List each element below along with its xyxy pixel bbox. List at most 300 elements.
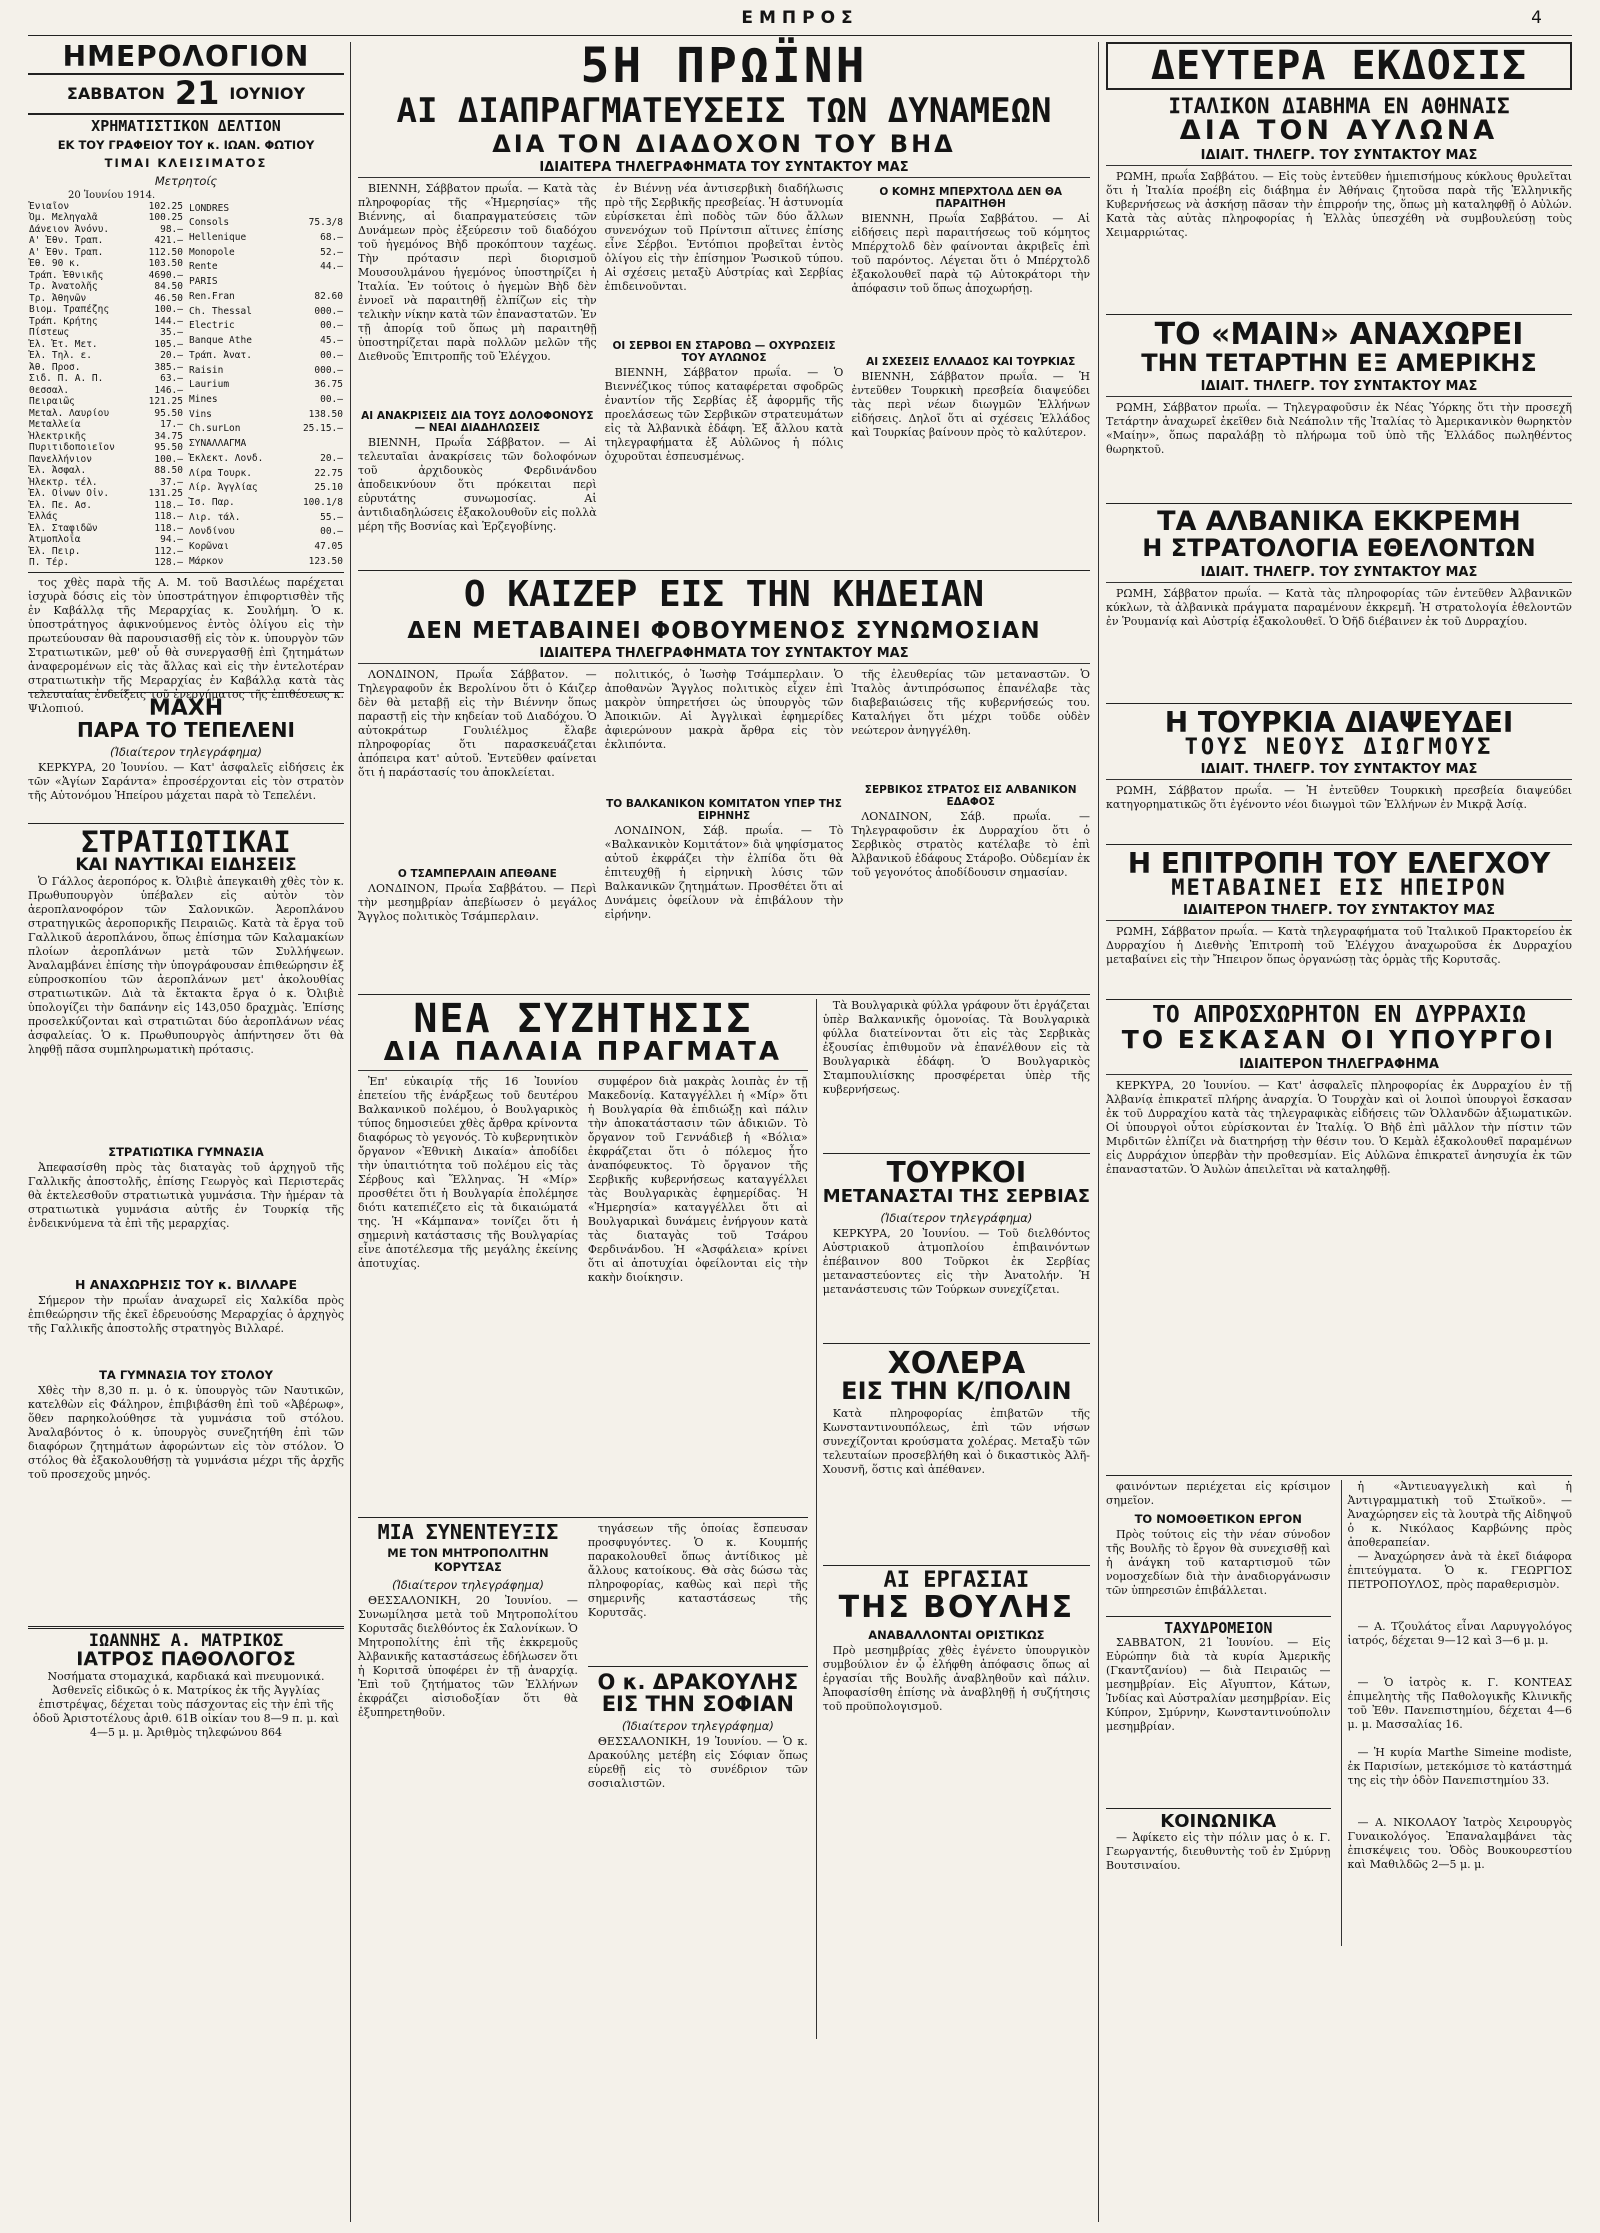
- market-security: Μάρκον: [189, 555, 224, 567]
- market-price: 112.—: [154, 545, 183, 557]
- market-price: 100.25: [148, 212, 183, 224]
- market-price: 25.10: [314, 482, 343, 494]
- market-row: [188, 510, 344, 525]
- kaiser-subheadline: ΔΕΝ ΜΕΤΑΒΑΙΝΕΙ ΦΟΒΟΥΜΕΝΟΣ ΣΥΝΩΜΟΣΙΑΝ: [407, 618, 1041, 645]
- article-text: ΡΩΜΗ, πρωΐα Σαββάτου. — Εἰς τοὺς ἐντεῦθεν ἡμιεπισήμους κύκλους θρυλεῖται ὅτι ἡ Ἰταλία προέβη εἰς διάβημα ἐν Ἀθήναις ζητοῦσα παρὰ τῆς Ἑλληνικῆς Κυβερνήσεως νὰ ἀσκήσῃ πᾶσαν τὴν ἐπιρροήν της, ὅπως μὴ καταληφθῇ ὁ Αὐλών. Κατὰ τὰς αὐτὰς πληροφορίας ἡ Ἑλλὰς ὑπεσχέθη νὰ συμβουλεύσῃ τοὺς Χειμαρριώτας.: [1106, 170, 1572, 240]
- article-text: Ὁ Γάλλος ἀεροπόρος κ. Ὀλιβιὲ ἀπεγκαιθὴ χθὲς τὸν κ. Πρωθυπουργὸν ὑπέβαλεν εἰς αὐτὸν τὸν ἀεροπλανοφόρον τῶν Σαλονικῶν. Ἀεροπλάνου στρατηγικῶς ἀεροπορικῆς Πειραιῶς. Κατὰ τὰ ἔργα τοῦ Γαλλικοῦ ἀεροπλάνου, ὅπως ἐπίσημα τῶν Καλαμακίων πλοίων ἀεροπλάνων μετὰ τῶν Συλλήψεων. Ἀναλαμβάνει ἐπίσης τὴν ὑπογράφουσαν ἐπιθεώρησιν ἐξ εὐπροσκοπίου τῶν ἀεροπλάνων μετ' ἀκολουθίας στρατιωτικῶν. Διὰ τὰ ἔκτακτα ἔργα ὁ κ. Ὀλιβιὲ ὑπολογίζει τὴν δαπάνην εἰς 143,050 δραχμὰς. Ἐπίσης προσελκύζονται καὶ στρατιῶται δύο ἀεροπλάνων νέας ἀσφαλείας. Ὁ κ. Πρωθυπουργὸς ἀπήντησεν ὅτι θὰ ληφθῇ πᾶσα συμπληρωματικὴ πρότασις.: [28, 874, 344, 1056]
- market-security: Ἐλ. Ἀσφαλ.: [29, 465, 87, 477]
- market-price: 34.75: [154, 430, 183, 442]
- military-subheadline: ΚΑΙ ΝΑΥΤΙΚΑΙ ΕΙΔΗΣΕΙΣ: [75, 855, 297, 876]
- market-security: Ch. Thessal: [189, 305, 252, 317]
- section-heading: ΤΟ ΝΟΜΟΘΕΤΙΚΟΝ ΕΡΓΟΝ: [1134, 1511, 1302, 1526]
- lower-center: [358, 996, 1090, 2039]
- market-price: 37.—: [160, 476, 183, 488]
- article-text: ΛΟΝΔΙΝΟΝ, Πρωΐα Σαββάτου. — Περὶ τὴν μεσημβρίαν ἀπεβίωσεν ὁ μεγάλος Ἄγγλος πολιτικὸς Τσάμπερλαιν.: [358, 882, 597, 924]
- market-price: 00.—: [320, 526, 343, 538]
- market-row: [28, 442, 184, 454]
- market-price: 421.—: [154, 235, 183, 247]
- calendar-title: ΗΜΕΡΟΛΟΓΙΟΝ: [28, 42, 344, 75]
- masthead-title: ΕΜΠΡΟΣ: [741, 8, 859, 28]
- main-subheadline: ΔΙΑ ΤΟΝ ΔΙΑΔΟΧΟΝ ΤΟΥ ΒΗΔ: [492, 130, 956, 158]
- market-security: Monopole: [189, 246, 235, 258]
- article-text: τῆς ἐλευθερίας τῶν μεταναστῶν. Ὁ Ἰταλὸς ἀντιπρόσωπος ἐπανέλαβε τὰς διαβεβαιώσεις τῆς κυβερνήσεώς του. Καταλήγει ὅτι μέχρι τοῦδε οὐδὲν νεώτερον ἀνηγγέλθη.: [851, 668, 1091, 738]
- drakoulis-note: (Ἰδιαίτερον τηλεγράφημα): [621, 1718, 774, 1733]
- parliament-headline: ΑΙ ΕΡΓΑΣΙΑΙ: [883, 1568, 1030, 1594]
- market-security: Ch.surLon: [189, 423, 241, 435]
- market-row: [28, 247, 184, 259]
- market-price: 22.75: [314, 467, 343, 479]
- article-text: — Ἀφίκετο εἰς τὴν πόλιν μας ὁ κ. Γ. Γεωργαντής, διευθυντὴς τοῦ ἐν Σμύρνῃ Βουτσιναίου.: [1106, 1831, 1331, 1873]
- article-text: ΛΟΝΔΙΝΟΝ, Σάβ. πρωΐα. — Τὸ «Βαλκανικὸν Κομιτάτον» διὰ ψηφίσματος αὐτοῦ ἐκφράζει τὴν ἐλπίδα ὅτι θὰ ἐπιτευχθῇ ἡ εἰρηνικὴ λύσις τῶν Βαλκανικῶν ζητημάτων. Προσθέτει ὅτι αἱ Δυνάμεις ὀφείλουν νὰ ἐπιβάλουν τὴν εἰρήνην.: [604, 824, 844, 922]
- market-date: 20 Ἰουνίου 1914.: [68, 189, 156, 201]
- market-price: [289, 201, 344, 216]
- market-row: [188, 245, 344, 260]
- market-row: [188, 525, 344, 540]
- market-security: Λονδίνου: [189, 526, 235, 538]
- article-text: φαινόντων περιέχεται εἰς κρίσιμον σημεῖον.: [1106, 1479, 1331, 1507]
- market-row: [28, 212, 184, 224]
- market-row: [188, 319, 344, 334]
- market-row: [28, 362, 184, 374]
- market-row: [188, 275, 344, 290]
- parliament-subheadline-2: ΑΝΑΒΑΛΛΟΝΤΑΙ ΟΡΙΣΤΙΚΩΣ: [868, 1627, 1045, 1642]
- market-row: [188, 216, 344, 231]
- date-number: 21: [174, 74, 220, 113]
- market-security: Κορῶναι: [189, 541, 230, 553]
- article-text: ΡΩΜΗ, Σάββατον πρωΐα. — Κατὰ τηλεγραφήματα τοῦ Ἰταλικοῦ Πρακτορείου ἐκ Δυρραχίου ἡ Διεθνὴς Ἐπιτροπὴ τοῦ Ἐλέγχου ἀναχωροῦσα ἐκ Δυρραχίου μεταβαίνει εἰς τὴν Ἤπειρον ὅπως ὀργανώσῃ τὰς ὁρμὰς τῆς Κορυτσᾶς.: [1106, 925, 1572, 967]
- market-row: [188, 422, 344, 437]
- turkey-headline: Η ΤΟΥΡΚΙΑ ΔΙΑΨΕΥΔΕΙ: [1164, 705, 1514, 739]
- column-rule: [1098, 42, 1099, 2222]
- market-row: [188, 554, 344, 569]
- market-price: 121.25: [148, 396, 183, 408]
- column-center: [358, 38, 1091, 2222]
- market-price: 138.50: [308, 408, 343, 420]
- market-title: ΧΡΗΜΑΤΙΣΤΙΚΟΝ ΔΕΛΤΙΟΝ: [91, 116, 281, 135]
- market-security: Ἐλ. Τηλ. ε.: [29, 350, 92, 362]
- market-security: LONDRES: [189, 202, 230, 214]
- market-security: Rente: [189, 261, 218, 273]
- article-text: ΘΕΣΣΑΛΟΝΙΚΗ, 20 Ἰουνίου. — Συνωμίλησα μετὰ τοῦ Μητροπολίτου Κορυτσᾶς διελθόντος ἐκ Σαλονίκων. Ὁ Μητροπολίτης ἐπὶ τῆς ἐκκρεμοῦς Ἀλβανικῆς καταστάσεως ἐδήλωσεν ὅτι ἡ Κοριτσᾶ ὑποφέρει ἐν τῇ ἀναρχίᾳ. Ἐπὶ τοῦ ζητήματος τῶν Ἑλλήνων ἐκφράζει αἰσιοδοξίαν ὅτι θὰ ἐξυπηρετηθοῦν.: [358, 1593, 578, 1719]
- article-text: ΒΙΕΝΝΗ, Πρωΐα Σαββάτου. — Αἱ εἰδήσεις περὶ παραιτήσεως τοῦ κόμητος Μπέρχτολδ δὲν φαίνονται ἀκριβεῖς ἐπὶ τοῦ παρόντος. Λέγεται ὅτι ὁ Μπέρχτολδ ἐξακολουθεῖ παρὰ τῷ Αὐτοκράτορι τὴν ἀπόφασιν τοῦ ὅπως ἀποχωρήσῃ.: [851, 212, 1091, 296]
- market-row: [28, 534, 184, 546]
- market-security: Electric: [189, 320, 235, 332]
- market-security: Λιρ. τάλ.: [189, 511, 241, 523]
- market-row: [28, 523, 184, 535]
- market-row: [28, 546, 184, 558]
- byline: ΙΔΙΑΙΤ. ΤΗΛΕΓΡ. ΤΟΥ ΣΥΝΤΑΚΤΟΥ ΜΑΣ: [1106, 564, 1572, 583]
- market-price: 146.—: [154, 384, 183, 396]
- ad-doctor-text: Νοσήματα στομαχικά, καρδιακά καὶ πνευμονικά. Ἀσθενεῖς εἰδικῶς ὁ κ. Ματρίκος ἐκ τῆς Ἀγγλίας ἐπιστρέψας, δέχεται τοὺς πάσχοντας εἰς τὴν ἐπὶ τῆς ὁδοῦ Ἀριστοτέλους ἀριθ. 61B οἰκίαν του 8—9 π. μ. καὶ 4—5 μ. μ. Ἀριθμὸς τηλεφώνου 864: [32, 1669, 340, 1739]
- market-table: [28, 201, 344, 573]
- article-text: ΒΙΕΝΝΗ, Σάββατον πρωΐα. — Ἡ ἐντεῦθεν Τουρκικὴ πρεσβεία διαψεύδει τὰς περὶ νέων διωγμῶν Ἑλλήνων εἰδήσεις. Δηλοῖ ὅτι αἱ σχέσεις Ἑλλάδος καὶ Τουρκίας βαίνουν πρὸς τὸ καλύτερον.: [851, 370, 1091, 440]
- market-row: [28, 293, 184, 305]
- albanian-subheadline: Η ΣΤΡΑΤΟΛΟΓΙΑ ΕΘΕΛΟΝΤΩΝ: [1142, 534, 1536, 563]
- byline: ΙΔΙΑΙΤΕΡΑ ΤΗΛΕΓΡΑΦΗΜΑΤΑ ΤΟΥ ΣΥΝΤΑΚΤΟΥ ΜΑΣ: [358, 645, 1090, 664]
- masthead: [28, 6, 1572, 36]
- market-security: PARIS: [189, 276, 218, 288]
- market-security: Ἠλεκτρικῆς: [29, 430, 87, 442]
- market-row: [28, 408, 184, 420]
- story-grid: [358, 668, 1090, 990]
- section-heading: ΤΑ ΓΥΜΝΑΣΙΑ ΤΟΥ ΣΤΟΛΟΥ: [99, 1367, 273, 1382]
- market-price: 100.—: [154, 304, 183, 316]
- market-row: [188, 436, 344, 451]
- article-text: Σήμερον τὴν πρωΐαν ἀναχωρεῖ εἰς Χαλκίδα πρὸς ἐπιθεώρησιν τῆς ἐκεῖ ἐδρευούσης Μεραρχίας ὁ ἀρχηγὸς τῆς Γαλλικῆς ἀποστολῆς στρατηγὸς Βιλλαρέ.: [28, 1293, 344, 1335]
- market-table-left: [28, 201, 184, 569]
- market-price: 4690.—: [148, 269, 183, 281]
- market-price: 55.—: [320, 511, 343, 523]
- main-ship-subheadline: ΤΗΝ ΤΕΤΑΡΤΗΝ ΕΞ ΑΜΕΡΙΚΗΣ: [1141, 348, 1537, 377]
- right-lower: [1106, 1480, 1572, 1946]
- article-text: Ἀπεφασίσθη πρὸς τὰς διαταγὰς τοῦ ἀρχηγοῦ τῆς Γαλλικῆς ἀποστολῆς, ἐπίσης Γεωργὸς καὶ Περιστερᾶς θὰ ἐκτελεσθοῦν στρατιωτικὰ γυμνάσια. Τὴν ἡμέραν τὰ στρατιωτικὰ γυμνάσια αὐτῆς ἐν Τουρκίᾳ τῆς ἐνδεικνύμενα τὰ ἐπὶ τῆς μεραρχίας.: [28, 1160, 344, 1230]
- article-text: Κατὰ πληροφορίας ἐπιβατῶν τῆς Κωνσταντινουπόλεως, ἐπὶ τῶν νήσων συνεχίζονται κρούσματα χολέρας. Μεταξὺ τῶν τελευταίων προσεβλήθη καὶ ὁ δικαστικὸς Ἀλῆ-Χουσνῆ, ὅστις καὶ ἀπέθανεν.: [822, 1407, 1090, 1477]
- committee-subheadline: ΜΕΤΑΒΑΙΝΕΙ ΕΙΣ ΗΠΕΙΡΟΝ: [1171, 876, 1507, 902]
- market-row: [188, 407, 344, 422]
- page-number: 4: [1531, 8, 1542, 28]
- market-row: [28, 270, 184, 282]
- market-row: [28, 304, 184, 316]
- market-row: [188, 495, 344, 510]
- drakoulis-headline: Ο κ. ΔΡΑΚΟΥΛΗΣ: [597, 1669, 799, 1694]
- market-row: [28, 477, 184, 489]
- market-row: [188, 260, 344, 275]
- turks-note: (Ἰδιαίτερον τηλεγράφημα): [880, 1210, 1033, 1225]
- turks-subheadline: ΜΕΤΑΝΑΣΤΑΙ ΤΗΣ ΣΕΡΒΙΑΣ: [822, 1185, 1090, 1207]
- market-row: [188, 201, 344, 216]
- market-price: 63.—: [160, 373, 183, 385]
- market-price: 131.25: [148, 488, 183, 500]
- main-ship-headline: ΤΟ «ΜΑΙΝ» ΑΝΑΧΩΡΕΙ: [1154, 317, 1524, 353]
- market-price: 45.—: [320, 335, 343, 347]
- market-price: 82.60: [314, 290, 343, 302]
- main-headline: ΑΙ ΔΙΑΠΡΑΓΜΑΤΕΥΣΕΙΣ ΤΩΝ ΔΥΝΑΜΕΩΝ: [396, 91, 1052, 131]
- market-price: 385.—: [154, 361, 183, 373]
- market-security: Τράπ. Κρήτης: [29, 315, 98, 327]
- market-security: Ἐθ. 90 κ.: [29, 258, 81, 270]
- battle-subheadline: ΠΑΡΑ ΤΟ ΤΕΠΕΛΕΝΙ: [77, 718, 295, 743]
- market-security: Laurium: [189, 379, 230, 391]
- market-security: Ἀθ. Προσ.: [29, 361, 81, 373]
- market-price: 128.—: [154, 557, 183, 569]
- market-price: 00.—: [320, 349, 343, 361]
- market-price: 20.—: [160, 350, 183, 362]
- article-text: Χθὲς τὴν 8,30 π. μ. ὁ κ. ὑπουργὸς τῶν Ναυτικῶν, κατελθὼν εἰς Φάληρον, ἐπιβιβάσθη ἐπὶ τοῦ «Ἀβέρωφ», ὅθεν παρηκολούθησε τὰ γυμνάσια τοῦ στόλου. Ἀναλαβόντος ὁ κ. ὑπουργὸς συνεζητήθη ἐπὶ τῶν διαφόρων ζητημάτων ἀφορώντων εἰς τὸν στόλον. Ὁ στόλος θὰ ἐξακολουθήσῃ τὰ γυμνάσια μέχρι τῆς ἀρχῆς τοῦ προσεχοῦς μηνός.: [28, 1383, 344, 1481]
- market-row: [188, 363, 344, 378]
- durres-subheadline: ΤΟ ΕΣΚΑΣΑΝ ΟΙ ΥΠΟΥΡΓΟΙ: [1121, 1025, 1557, 1055]
- column-rule: [350, 42, 351, 2222]
- market-row: [28, 201, 184, 213]
- market-row: [28, 557, 184, 569]
- market-security: Ἀτμοπλοΐα: [29, 534, 81, 546]
- byline: ΙΔΙΑΙΤ. ΤΗΛΕΓΡ. ΤΟΥ ΣΥΝΤΑΚΤΟΥ ΜΑΣ: [1106, 761, 1572, 780]
- article-text: συμφέρον διὰ μακρὰς λοιπὰς ἐν τῇ Μακεδονίᾳ. Καταγγέλλει ἡ «Μίρ» ὅτι ἡ Βουλγαρία θὰ ἐπιδιώξῃ καὶ πάλιν τὴν ἀποκατάστασιν τῶν ἀδικιῶν. Τὸ ὄργανον τοῦ Γεννάδιεβ ἡ «Βόλια» ἐκφράζεται ὅτι ὁ πόλεμος ἦτο ἀναπόφευκτος. Τὸ ὄργανον τῆς Σερβικῆς κυβερνήσεως καταγγέλλει τὰς Βουλγαρικὰς ἐφημερίδας. Ἡ «Ἡμερησία» καταγγέλλει ὅτι αἱ Βουλγαρικαὶ δυνάμεις ἐνήργουν κατὰ τὰς διαταγὰς τοῦ Τσάρου Φερδινάνδου. Ἡ «Ἀσφάλεια» κρίνει ὅτι αἱ ἀποτυχίαι ὀφείλονται εἰς τὴν κακὴν διοίκησιν.: [587, 1074, 808, 1284]
- column-right: [1106, 42, 1572, 2222]
- edition-headline: 5Η ΠΡΩΪΝΗ: [580, 38, 868, 94]
- article-text: ΚΕΡΚΥΡΑ, 20 Ἰουνίου. — Κατ' ἀσφαλεῖς εἰδήσεις ἐκ τῶν «Ἁγίων Σαράντα» ἐπροσέρχονται εἰς τὸν στρατὸν τῆς Αὐτονόμου Ἠπείρου μάχεται παρὰ τὸ Τεπελένι.: [28, 761, 344, 803]
- market-price: 100.1/8: [302, 496, 343, 508]
- cholera-headline: ΧΟΛΕΡΑ: [887, 1345, 1026, 1381]
- market-row: [28, 373, 184, 385]
- market-price: 68.—: [320, 232, 343, 244]
- interview-note: (Ἰδιαίτερον τηλεγράφημα): [391, 1577, 544, 1592]
- market-security: Μεταλ. Λαυρίου: [29, 407, 110, 419]
- market-row: [28, 350, 184, 362]
- market-security: Ἐλ. Πε. Ασ.: [29, 499, 92, 511]
- market-row: [28, 258, 184, 270]
- market-price: 17.—: [160, 419, 183, 431]
- market-security: ΣΥΝΑΛΛΑΓΜΑ: [189, 438, 247, 450]
- article-text: ΛΟΝΔΙΝΟΝ, Σάβ. πρωΐα. — Τηλεγραφοῦσιν ἐκ Δυρραχίου ὅτι ὁ Σερβικὸς στρατὸς κατέλαβε τὸ ἐπὶ Ἀλβανικοῦ ἐδάφους Στάροβο. Οὐδεμίαν ἐκ τοῦ γεγονότος ἀποδίδουσιν σημασίαν.: [851, 810, 1091, 880]
- interview-subheadline: ΜΕ ΤΟΝ ΜΗΤΡΟΠΟΛΙΤΗΝ ΚΟΡΥΤΣΑΣ: [387, 1545, 549, 1574]
- market-security: Πίστεως: [29, 327, 70, 339]
- market-security: Ὀμ. Μεληγαλᾶ: [29, 212, 98, 224]
- section-heading: ΣΕΡΒΙΚΟΣ ΣΤΡΑΤΟΣ ΕΙΣ ΑΛΒΑΝΙΚΟΝ ΕΔΑΦΟΣ: [864, 784, 1077, 809]
- market-row: [188, 230, 344, 245]
- market-table-right: [188, 201, 344, 569]
- story-grid: [358, 182, 1090, 566]
- article-text: ΘΕΣΣΑΛΟΝΙΚΗ, 19 Ἰουνίου. — Ὁ κ. Δρακούλης μετέβη εἰς Σόφιαν ὅπως εὑρεθῇ εἰς τὸ συνέδριον τῶν σοσιαλιστῶν.: [587, 1734, 808, 1790]
- market-security: Τρ. Ἀνατολῆς: [29, 281, 98, 293]
- market-row: [28, 316, 184, 328]
- market-price: 35.—: [160, 327, 183, 339]
- market-price: 47.05: [314, 541, 343, 553]
- article-text: ΒΙΕΝΝΗ, Πρωΐα Σάββατον. — Αἱ τελευταῖαι ἀνακρίσεις τῶν δολοφόνων τοῦ ἀρχιδουκὸς Φερδινάνδου ἀποδεικνύουν ὅτι πρόκειται περὶ εὐρυτάτης συνωμοσίας. Αἱ ἀντιδιαδηλώσεις ἐξακολουθοῦν εἰς πολλὰ μέρη τῆς Βοσνίας καὶ Ἑρζεγοβίνης.: [358, 436, 597, 534]
- market-price: 98.—: [160, 223, 183, 235]
- date-day: ΣΑΒΒΑΤΟΝ: [66, 83, 165, 103]
- market-price: 00.—: [320, 393, 343, 405]
- market-price: 105.—: [154, 338, 183, 350]
- byline: ΙΔΙΑΙΤΕΡΟΝ ΤΗΛΕΓΡ. ΤΟΥ ΣΥΝΤΑΚΤΟΥ ΜΑΣ: [1106, 902, 1572, 921]
- market-price: 103.50: [148, 258, 183, 270]
- market-row: [28, 235, 184, 247]
- market-security: Raisin: [189, 364, 224, 376]
- market-row: [28, 327, 184, 339]
- market-price: 94.—: [160, 534, 183, 546]
- article-text: ΒΙΕΝΝΗ, Σάββατον πρωΐα. — Κατὰ τὰς πληροφορίας τῆς «Ἡμερησίας» τῆς Βιέννης, αἱ διαπραγματεύσεις τῶν Δυνάμεων πρὸς ἐξεύρεσιν τοῦ διαδόχου τοῦ ἡγεμόνος Βὴδ προκόπτουν ταχέως. Τὴν πρότασιν περὶ διορισμοῦ Μουσουλμάνου ἡγεμόνος ὑποστηρίζει ἡ Ἰταλία. Ἐν τούτοις ὁ ἡγεμὼν Βὴδ δὲν ἐννοεῖ νὰ παραιτηθῇ ἐλπίζων εἰς τὴν τελικὴν νίκην κατὰ τῶν ἐπαναστατῶν. Ἐν τῇ ἀπορίᾳ τοῦ ὅπως μὴ παραιτηθῇ ὑποστηρίζεται παρὰ πολλῶν μελῶν τῆς Διεθνοῦς Ἐπιτροπῆς τοῦ Ἐλέγχου.: [358, 182, 597, 364]
- article-text: ἡ «Ἀντιευαγγελικὴ καὶ ἡ Ἀντιγραμματικὴ τοῦ Στωϊκοῦ». — Ἀναχώρησεν εἰς τὰ λουτρὰ τῆς Αἰδηψοῦ ὁ κ. Νικόλαος Καρβώνης πρὸς ἀποθεραπείαν.: [1347, 1479, 1572, 1549]
- article-text: Ἐπ' εὐκαιρίᾳ τῆς 16 Ἰουνίου ἐπετείου τῆς ἐνάρξεως τοῦ δευτέρου Βαλκανικοῦ πολέμου, ὁ Βουλγαρικὸς τύπος δημοσιεύει χθὲς ἄρθρα κρίνοντα διαφόρως τὸ γεγονός. Τὸ κυβερνητικὸν ὄργανον «Ἐθνικὴ Δικαία» ἀποδίδει τὴν ὑπαιτιότητα τοῦ πολέμου εἰς τὰς Σέρβους καὶ Ἕλληνας. Ἡ «Μίρ» προσθέτει ὅτι ἡ Βουλγαρία ἐπολέμησε διότι κατεπιέζετο εἰς τὰ δικαιώματά της. Ἡ «Κάμπανα» τονίζει ὅτι ἡ σημερινὴ κατάστασις τῆς Βουλγαρίας εἶνε ἀποτέλεσμα τῆς μεγάλης ἐκείνης ἀποτυχίας.: [358, 1074, 578, 1270]
- market-security: Banque Athe: [189, 335, 252, 347]
- market-row: [28, 339, 184, 351]
- interview-headline: ΜΙΑ ΣΥΝΕΝΤΕΥΞΙΣ: [377, 1519, 559, 1544]
- market-security: Λίρ. Ἀγγλίας: [189, 482, 258, 494]
- section-heading: ΣΤΡΑΤΙΩΤΙΚΑ ΓΥΜΝΑΣΙΑ: [108, 1144, 264, 1159]
- section-heading: ΑΙ ΣΧΕΣΕΙΣ ΕΛΛΑΔΟΣ ΚΑΙ ΤΟΥΡΚΙΑΣ: [866, 356, 1076, 369]
- article-text: ΣΑΒΒΑΤΟΝ, 21 Ἰουνίου. — Εἰς Εὐρώπην διὰ τὰ κυρία Ἀμερικῆς (Γκαντζανίου) — διὰ Πειραιῶς — μεσημβρίαν. Εἰς Αἴγυπτον, Κάτων, Ἰνδίας καὶ Αὐστραλίαν μεσημβρίαν. Εἰς Κύπρον, Σμύρνην, Κωνσταντινούπολιν μεσημβρίαν.: [1106, 1635, 1331, 1733]
- section-heading: Ο ΤΣΑΜΠΕΡΛΑΙΝ ΑΠΕΘΑΝΕ: [397, 868, 557, 881]
- market-price: [289, 436, 344, 451]
- market-security: Ἠλεκτρ. τέλ.: [29, 476, 98, 488]
- discussion-headline: ΝΕΑ ΣΥΖΗΤΗΣΙΣ: [413, 996, 753, 1043]
- market-row: [28, 488, 184, 500]
- market-security: Π. Τέρ.: [29, 557, 70, 569]
- discussion-subheadline: ΔΙΑ ΠΑΛΑΙΑ ΠΡΑΓΜΑΤΑ: [358, 1039, 808, 1070]
- italian-subheadline: ΔΙΑ ΤΟΝ ΑΥΛΩΝΑ: [1179, 115, 1499, 146]
- turkey-subheadline: ΤΟΥΣ ΝΕΟΥΣ ΔΙΩΓΜΟΥΣ: [1184, 734, 1494, 760]
- article-text: ΡΩΜΗ, Σάββατον πρωΐα. — Τηλεγραφοῦσιν ἐκ Νέας Ὑόρκης ὅτι τὴν προσεχῆ Τετάρτην ἀναχωρεῖ ἐκεῖθεν διὰ Νεάπολιν τῆς Ἰταλίας τὸ Ἀμερικανικὸν θωρηκτὸν «Μαίην», ὅπως παραλάβῃ τὸ πλήρωμα τοῦ ὑπὸ τῆς Ἑλλάδος πωληθέντος θωρηκτοῦ.: [1106, 401, 1572, 457]
- article-text: ἐν Βιέννῃ νέα ἀντισερβικὴ διαδήλωσις πρὸ τῆς Σερβικῆς πρεσβείας. Ἡ ἀστυνομία εὑρίσκεται ἐπὶ ποδὸς τῶν δύο ἄλλων συνενόχων τοῦ Πρίντσιπ αἵτινες ἐπίσης εἶνε Σέρβοι. Ἐντόπιοι προβεῖται ἐντὸς ὀλίγου εἰς τὴν ἐπίσημον Ῥωσικοῦ τύπου. Αἱ σχέσεις μεταξὺ Αὐστρίας καὶ Σερβίας ἐπιδεινοῦνται.: [604, 182, 844, 294]
- market-row: [28, 431, 184, 443]
- byline: ΙΔΙΑΙΤΕΡΟΝ ΤΗΛΕΓΡΑΦΗΜΑ: [1106, 1056, 1572, 1075]
- market-price: 118.—: [154, 522, 183, 534]
- market-row: [28, 454, 184, 466]
- albanian-headline: ΤΑ ΑΛΒΑΝΙΚΑ ΕΚΚΡΕΜΗ: [1157, 506, 1521, 538]
- cholera-subheadline: ΕΙΣ ΤΗΝ Κ/ΠΟΛΙΝ: [841, 1377, 1072, 1406]
- kaiser-headline: Ο ΚΑΙΖΕΡ ΕΙΣ ΤΗΝ ΚΗΔΕΙΑΝ: [463, 574, 985, 616]
- market-subtitle: ΕΚ ΤΟΥ ΓΡΑΦΕΙΟΥ ΤΟΥ κ. ΙΩΑΝ. ΦΩΤΙΟΥ: [57, 137, 315, 152]
- ad-doctor-title: ΙΑΤΡΟΣ ΠΑΘΟΛΟΓΟΣ: [76, 1647, 296, 1670]
- section-heading: Ο ΚΟΜΗΣ ΜΠΕΡΧΤΟΛΔ ΔΕΝ ΘΑ ΠΑΡΑΙΤΗΘΗ: [879, 186, 1063, 211]
- article-text: — Α. Τζουλάτος εἶναι Λαρυγγολόγος ἰατρός, δέχεται 9—12 καὶ 3—6 μ. μ.: [1347, 1619, 1572, 1647]
- drakoulis-subheadline: ΕΙΣ ΤΗΝ ΣΟΦΙΑΝ: [601, 1691, 794, 1716]
- article-text: Πρὸς τούτοις εἰς τὴν νέαν σύνοδον τῆς Βουλῆς τὸ ἔργον θὰ συνεχισθῇ καὶ ἡ ἀνάγκη τοῦ καταρτισμοῦ τῶν νομοσχεδίων διὰ τὴν ἀναδιοργάνωσιν τῶν ὑπηρεσιῶν ἐπιβάλλεται.: [1106, 1527, 1331, 1597]
- section-heading: Η ΑΝΑΧΩΡΗΣΙΣ ΤΟΥ κ. ΒΙΛΛΑΡΕ: [74, 1276, 298, 1292]
- market-security: Ἐλ. Πειρ.: [29, 545, 81, 557]
- article-text: ΚΕΡΚΥΡΑ, 20 Ἰουνίου. — Κατ' ἀσφαλεῖς πληροφορίας ἐκ Δυρραχίου ἐν τῇ Ἀλβανίᾳ ἐπικρατεῖ πλήρης ἀναρχία. Ὁ Τουρχὰν καὶ οἱ λοιποὶ ὑπουργοὶ ἔσκασαν ἐκ τοῦ Δυρραχίου κατὰ τὰς τηλεγραφικὰς εἰδήσεις τῶν Ὀλλανδῶν ἀξιωματικῶν. Οἱ ὑπουργοὶ οὗτοι εὑρίσκονται ἐν Ἰταλίᾳ. Ὁ Βὴδ ἐπὶ μᾶλλον τὴν πίστιν τῶν Μιρδιτῶν ἐλπίζει νὰ διατηρήσῃ τὴν θέσιν του. Ὁ Κεμὰλ ἐξακολουθεῖ παραμένων εἰς Δυρράχιον ὑπερβὰν τὴν προθεσμίαν. Εἰς Αὐλῶνα ἐπικρατεῖ ἀνησυχία ἐκ τῶν ἐπαναστατῶν. Ὁ Ἀυλὼν ἀπειλεῖται νὰ καταληφθῇ.: [1106, 1078, 1572, 1176]
- market-price: 100.—: [154, 453, 183, 465]
- market-security: Πυριτιδοποιεῖον: [29, 442, 115, 454]
- market-row: [188, 392, 344, 407]
- market-security: Βιομ. Τραπέζης: [29, 304, 110, 316]
- market-price: 000.—: [314, 305, 343, 317]
- market-price: 00.—: [320, 320, 343, 332]
- market-security: Ἰσ. Παρ.: [189, 496, 235, 508]
- market-price: 25.15.—: [302, 423, 343, 435]
- section-heading: ΟΙ ΣΕΡΒΟΙ ΕΝ ΣΤΑΡΟΒΩ — ΟΧΥΡΩΣΕΙΣ ΤΟΥ ΑΥΛΩΝΟΣ: [612, 340, 836, 365]
- market-security: Ἐλ. Σταφιδῶν: [29, 522, 98, 534]
- byline: ΙΔΙΑΙΤΕΡΑ ΤΗΛΕΓΡΑΦΗΜΑΤΑ ΤΟΥ ΣΥΝΤΑΚΤΟΥ ΜΑΣ: [358, 159, 1090, 178]
- article-text: Τὰ Βουλγαρικὰ φύλλα γράφουν ὅτι ἐργάζεται ὑπὲρ Βαλκανικῆς ὁμονοίας. Τὰ Βουλγαρικὰ φύλλα διατείνονται ὅτι εἰς τὰς Σερβικὰς ἐξουσίας ἐπιθυμοῦν νὰ ἐπανέλθουν εἰς τὰ Βουλγαρικὰ ἐδάφη. Ὁ Βουλγαρικὸς Σταμπουλιίσκης προσφέρεται ὑπὲρ τῆς κυβερνήσεως.: [822, 999, 1090, 1097]
- turks-headline: ΤΟΥΡΚΟΙ: [886, 1156, 1027, 1190]
- market-price: 44.—: [320, 261, 343, 273]
- market-price: 52.—: [320, 246, 343, 258]
- market-price: 75.3/8: [308, 217, 343, 229]
- article-text: — Ὁ ἰατρὸς κ. Γ. ΚΟΝΤΕΑΣ ἐπιμελητὴς τῆς Παθολογικῆς Κλινικῆς τοῦ Ἐθν. Πανεπιστημίου, δέχεται 4—6 μ. μ. Μασσαλίας 16.: [1347, 1675, 1572, 1731]
- market-price: 144.—: [154, 315, 183, 327]
- market-row: [188, 451, 344, 466]
- article-text: ΡΩΜΗ, Σάββατον πρωΐα. — Κατὰ τὰς πληροφορίας τῶν ἐντεῦθεν Ἀλβανικῶν κύκλων, τὰ ἀλβανικὰ πράγματα παραμένουν ἐκκρεμῆ. Ἡ στρατολογία ἐθελοντῶν ἐν Ῥουμανίᾳ καὶ Αὐστρίᾳ ἐξακολουθεῖ. Ὁ Ὀῆδ διέβαινεν ἐκ τοῦ Δυρραχίου.: [1106, 586, 1572, 628]
- durres-headline: ΤΟ ΑΠΡΟΣΧΩΡΗΤΟΝ ΕΝ ΔΥΡΡΑΧΙΩ: [1152, 1002, 1526, 1029]
- committee-headline: Η ΕΠΙΤΡΟΠΗ ΤΟΥ ΕΛΕΓΧΟΥ: [1127, 846, 1551, 880]
- market-row: [188, 333, 344, 348]
- market-security: Ἑλλάς: [29, 511, 58, 523]
- market-security: Μεταλλεία: [29, 419, 81, 431]
- market-subtitle: ΤΙΜΑΙ ΚΛΕΙΣΙΜΑΤΟΣ: [104, 155, 268, 170]
- market-row: [28, 500, 184, 512]
- market-price: 000.—: [314, 364, 343, 376]
- market-security: Α' Ἐθν. Τραπ.: [29, 235, 104, 247]
- section-heading: ΑΙ ΑΝΑΚΡΙΣΕΙΣ ΔΙΑ ΤΟΥΣ ΔΟΛΟΦΟΝΟΥΣ — ΝΕΑΙ ΔΙΑΔΗΛΩΣΕΙΣ: [361, 410, 594, 435]
- parliament-subheadline: ΤΗΣ ΒΟΥΛΗΣ: [838, 1590, 1075, 1626]
- market-security: Τράπ. Ἀνατ.: [189, 349, 252, 361]
- battle-note: (Ἰδιαίτερον τηλεγράφημα): [110, 745, 262, 760]
- date-month: ΙΟΥΝΙΟΥ: [229, 83, 306, 103]
- article-text: ΚΕΡΚΥΡΑ, 20 Ἰουνίου. — Τοῦ διελθόντος Αὐστριακοῦ ἀτμοπλοίου ἐπιβαινόντων ἐπέβαινον 800 Τοῦρκοι ἐκ Σερβίας μεταναστεύοντες εἰς τὴν Ἀνατολήν. Ἡ μετανάστευσις τῶν Τούρκων συνεχίζεται.: [822, 1226, 1090, 1296]
- market-row: [188, 481, 344, 496]
- battle-headline: ΜΑΧΗ: [148, 695, 224, 721]
- article-text: — Ἀναχώρησεν ἀνὰ τὰ ἐκεῖ διάφορα ἐπιτεύγματα. Ὁ κ. ΓΕΩΡΓΙΟΣ ΠΕΤΡΟΠΟΥΛΟΣ, πρὸς παραθερισμὸν.: [1347, 1549, 1572, 1591]
- market-security: Πειραιῶς: [29, 396, 75, 408]
- market-security: Hellenique: [189, 232, 247, 244]
- market-security: Θεσσαλ.: [29, 384, 70, 396]
- market-row: [28, 419, 184, 431]
- market-price: 95.50: [154, 407, 183, 419]
- market-price: 123.50: [308, 555, 343, 567]
- market-row: [188, 378, 344, 393]
- article-text: — Ἡ κυρία Marthe Simeine modiste, ἐκ Παρισίων, μετεκόμισε τὸ κατάστημά της εἰς τὴν ὁδὸν Πανεπιστημίου 33.: [1347, 1745, 1572, 1787]
- ad-doctor-name: ΙΩΑΝΝΗΣ Α. ΜΑΤΡΙΚΟΣ: [88, 1630, 284, 1651]
- market-price: 118.—: [154, 499, 183, 511]
- market-row: [28, 465, 184, 477]
- market-price: 46.50: [154, 292, 183, 304]
- article-text: τος χθὲς παρὰ τῆς Α. Μ. τοῦ Βασιλέως παρέχεται ἰσχυρὰ δόσις εἰς τὸν ὑποστράτηγον ἐπιφορτισθὲν τῆς ἐν Καβάλλᾳ τῆς Μεραρχίας κ. Σουλήμη. Ὁ κ. ὑποστράτηγος ἀφικνούμενος ἐντὸς ὀλίγου εἰς τὴν πρωτεύουσαν θὰ παρουσιασθῇ εἰς τὸν κ. ὑπουργὸν τῶν Στρατιωτικῶν, μεθ' οὗ θὰ συνεργασθῇ ἐπὶ ζητημάτων ἀναφερομένων εἰς τὰς ἄλλας καὶ εἰς τὴν ἐντελοτέραν στρατιωτικὴν τῆς Μεραρχίας ἐν Καβάλλᾳ κατὰ τὰς τελευταίας ἐνδείξεις τοῦ ἐνεργήματος τῆς ἐπιθέσεως κ. Ψιλοπιού.: [28, 575, 344, 715]
- article-text: ΒΙΕΝΝΗ, Σάββατον πρωΐα. — Ὁ Βιεννέζικος τύπος καταφέρεται σφοδρῶς ἐναντίον τῆς Σερβίας ἐξ ἀφορμῆς τῆς προελάσεως τῶν Σερβικῶν στρατευμάτων εἰς τὰ Ἀλβανικὰ ἐδάφη. Ἐξ ἄλλου κατὰ τηλεγραφήματα ἐξ Αὐλῶνος ἡ πόλις ὀχυροῦται ἐσπευσμένως.: [604, 366, 844, 464]
- market-row: [188, 348, 344, 363]
- article-text: ΛΟΝΔΙΝΟΝ, Πρωΐα Σάββατον. — Τηλεγραφοῦν ἐκ Βερολίνου ὅτι ὁ Κάιζερ δὲν θὰ μεταβῇ εἰς τὴν Βιέννην ὅπως παραστῇ εἰς τὴν κηδείαν τοῦ Διαδόχου. Ὁ αὐτοκράτωρ Γουλιέλμος ἔλαβε πληροφορίας ὅτι παρασκευάζεται ἀπόπειρα κατ' αὐτοῦ. Ἐντεῦθεν φαίνεται ὅτι ἡ παράστασίς του ἀποκλείεται.: [358, 668, 597, 780]
- section-heading: ΚΟΙΝΩΝΙΚΑ: [1160, 1810, 1277, 1832]
- market-security: Α' Ἐθν. Τραπ.: [29, 246, 104, 258]
- section-heading: ΤΑΧΥΔΡΟΜΕΙΟΝ: [1164, 1618, 1273, 1637]
- newspaper-page: [28, 6, 1572, 2226]
- italian-headline: ΙΤΑΛΙΚΟΝ ΔΙΑΒΗΜΑ ΕΝ ΑΘΗΝΑΙΣ: [1168, 94, 1510, 118]
- market-row: [188, 466, 344, 481]
- market-security: Σιδ. Π. Α. Π.: [29, 373, 104, 385]
- market-security: Τράπ. Ἐθνικῆς: [29, 269, 104, 281]
- market-row: [28, 281, 184, 293]
- market-price: [289, 275, 344, 290]
- article-text: Πρὸ μεσημβρίας χθὲς ἐγένετο ὑπουργικὸν συμβούλιον ἐν ᾧ ἐλήφθη ἀπόφασις ὅπως αἱ ἐργασίαι τῆς Βουλῆς ἀναβληθοῦν καὶ πάλιν. Ἀποφασίσθη ἐπίσης νὰ ἀναβληθῇ ἡ συζήτησις τοῦ προϋπολογισμοῦ.: [822, 1643, 1090, 1713]
- market-price: 112.50: [148, 246, 183, 258]
- market-price: 88.50: [154, 465, 183, 477]
- second-edition-headline: ΔΕΥΤΕΡΑ ΕΚΔΟΣΙΣ: [1106, 42, 1572, 90]
- market-price: 20.—: [320, 452, 343, 464]
- calendar-date: [28, 75, 344, 115]
- market-row: [28, 511, 184, 523]
- market-price: 95.50: [154, 442, 183, 454]
- market-security: Ἐλ. Ἐτ. Μετ.: [29, 338, 98, 350]
- market-price: 102.25: [148, 200, 183, 212]
- market-price: 36.75: [314, 379, 343, 391]
- byline: ΙΔΙΑΙΤ. ΤΗΛΕΓΡ. ΤΟΥ ΣΥΝΤΑΚΤΟΥ ΜΑΣ: [1106, 378, 1572, 397]
- market-security: Πανελλήνιον: [29, 453, 92, 465]
- market-subtitle: Μετρητοίς: [154, 173, 218, 188]
- article-text: πολιτικός, ὁ Ἰωσὴφ Τσάμπερλαιν. Ὁ ἀποθανὼν Ἄγγλος πολιτικὸς εἶχεν ἐπὶ μακρὸν ὑπηρετήσει ὡς ὑπουργὸς τῶν Ἀποικιῶν. Αἱ Ἀγγλικαὶ ἐφημερίδες ἀφιερώνουν μακρὰ ἄρθρα εἰς τὸν ἐκλιπόντα.: [604, 668, 844, 752]
- market-row: [188, 289, 344, 304]
- market-security: Λίρα Τουρκ.: [189, 467, 252, 479]
- market-security: Ἑλ. Οἰνων Οἰν.: [29, 488, 110, 500]
- market-security: Τρ. Ἀθηνῶν: [29, 292, 87, 304]
- market-price: 118.—: [154, 511, 183, 523]
- military-headline: ΣΤΡΑΤΙΩΤΙΚΑΙ: [81, 825, 291, 860]
- market-row: [28, 396, 184, 408]
- article-text: ΡΩΜΗ, Σάββατον πρωΐα. — Ἡ ἐντεῦθεν Τουρκικὴ πρεσβεία διαψεύδει κατηγορηματικῶς ὅτι ἐγένοντο νέοι διωγμοὶ τῶν Ἑλλήνων ἐν Μικρᾷ Ἀσίᾳ.: [1106, 783, 1572, 811]
- column-left: [28, 42, 344, 2222]
- article-text: — Α. ΝΙΚΟΛΑΟΥ Ἰατρὸς Χειρουργὸς Γυναικολόγος. Ἐπαναλαμβάνει τὰς ἐπισκέψεις του. Ὁδὸς Βουκουρεστίου καὶ Μαθιλδῶς 2—5 μ. μ.: [1347, 1815, 1572, 1871]
- byline: ΙΔΙΑΙΤ. ΤΗΛΕΓΡ. ΤΟΥ ΣΥΝΤΑΚΤΟΥ ΜΑΣ: [1106, 147, 1572, 166]
- article-text: τηγάσεων τῆς ὁποίας ἔσπευσαν προσφυγόντες. Ὁ κ. Κουμπής παρακολουθεῖ ὅπως ἀντίδικος μὲ ἄλλους κατοίκους. Θὰ σὰς δώσω τὰς πληροφορίας, καθὼς καὶ περὶ τῆς σημερινῆς καταστάσεως τῆς Κορυτσᾶς.: [587, 1521, 808, 1619]
- section-heading: ΤΟ ΒΑΛΚΑΝΙΚΟΝ ΚΟΜΙΤΑΤΟΝ ΥΠΕΡ ΤΗΣ ΕΙΡΗΝΗΣ: [606, 798, 842, 823]
- market-row: [188, 304, 344, 319]
- market-security: Vins: [189, 408, 212, 420]
- market-security: Ἐκλεκτ. Λονδ.: [189, 452, 264, 464]
- market-security: Consols: [189, 217, 230, 229]
- market-row: [28, 385, 184, 397]
- market-security: Mines: [189, 393, 218, 405]
- market-security: Ἐνιαῖον: [29, 200, 70, 212]
- market-security: Ren.Fran: [189, 290, 235, 302]
- market-price: 84.50: [154, 281, 183, 293]
